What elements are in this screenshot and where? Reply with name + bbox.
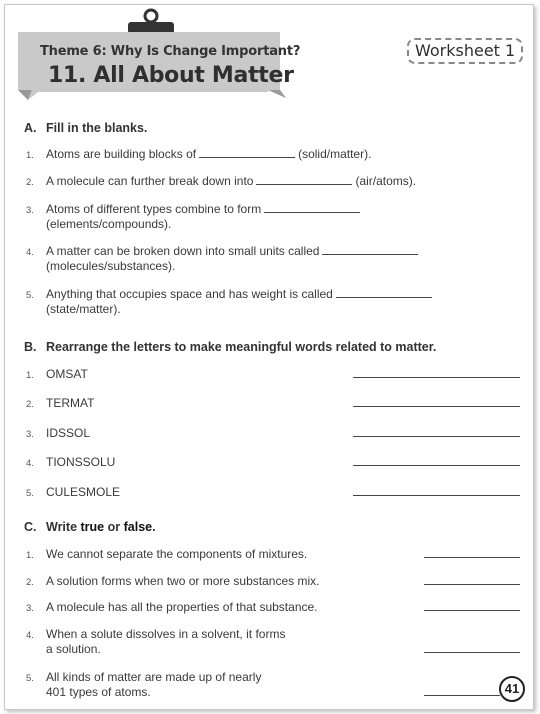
a1-number: 1. [26, 150, 34, 161]
a4-question [46, 244, 421, 274]
a1-question [46, 147, 371, 162]
a2-number: 2. [26, 177, 34, 188]
section-a-title: Fill in the blanks. [46, 121, 148, 135]
a3-answer-blank[interactable] [264, 202, 360, 213]
a5-options: (state/matter). [46, 302, 121, 316]
c4-answer-line[interactable] [424, 652, 520, 653]
c4-text-line1: When a solute dissolves in a solvent, it forms [46, 627, 286, 641]
b1-number: 1. [26, 370, 34, 381]
b4-answer-line[interactable] [353, 465, 520, 466]
c1-answer-line[interactable] [424, 557, 520, 558]
a4-options: (molecules/substances). [46, 259, 176, 273]
a3-question [46, 202, 363, 232]
a1-text: Atoms are building blocks of [46, 147, 197, 161]
b4-word: TIONSSOLU [46, 455, 116, 469]
c5-text-line1: All kinds of matter are made up of nearly [46, 670, 262, 684]
c3-number: 3. [26, 603, 34, 614]
b4-number: 4. [26, 458, 34, 469]
theme-heading: Theme 6: Why Is Change Important? [40, 44, 301, 59]
a3-text: Atoms of different types combine to form [46, 202, 262, 216]
a1-answer-blank[interactable] [199, 147, 295, 158]
b2-number: 2. [26, 399, 34, 410]
a4-answer-blank[interactable] [322, 244, 418, 255]
a2-text: A molecule can further break down into [46, 174, 254, 188]
section-c-write: Write [46, 520, 78, 534]
worksheet-label: Worksheet 1 [415, 41, 516, 60]
b1-answer-line[interactable] [353, 377, 520, 378]
b5-answer-line[interactable] [353, 495, 520, 496]
page-title: 11. All About Matter [48, 63, 294, 88]
b1-word: OMSAT [46, 367, 88, 381]
c5-statement [46, 670, 261, 700]
a5-question [46, 287, 435, 317]
c3-answer-line[interactable] [424, 610, 520, 611]
a5-text: Anything that occupies space and has weight is called [46, 287, 333, 301]
a2-question [46, 174, 416, 189]
section-c-letter: C. [24, 520, 37, 534]
a3-options: (elements/compounds). [46, 217, 172, 231]
a4-number: 4. [26, 247, 34, 258]
section-b-title: Rearrange the letters to make meaningful words related to matter. [46, 340, 437, 354]
c2-answer-line[interactable] [424, 584, 520, 585]
a5-answer-blank[interactable] [336, 287, 432, 298]
b2-answer-line[interactable] [353, 406, 520, 407]
a3-number: 3. [26, 205, 34, 216]
c4-statement [46, 627, 285, 657]
c5-number: 5. [26, 673, 34, 684]
b3-answer-line[interactable] [353, 436, 520, 437]
section-c-false: false [123, 520, 153, 534]
c3-statement: A molecule has all the properties of that substance. [46, 600, 318, 614]
a4-text: A matter can be broken down into small units called [46, 244, 320, 258]
section-c-period: . [152, 520, 156, 534]
c5-text-line2: 401 types of atoms. [46, 685, 151, 699]
section-b-letter: B. [24, 340, 37, 354]
a2-answer-blank[interactable] [256, 174, 352, 185]
c1-statement: We cannot separate the components of mixtures. [46, 547, 308, 561]
b5-number: 5. [26, 488, 34, 499]
a2-options: (air/atoms). [355, 174, 417, 188]
section-c-true: true [80, 520, 105, 534]
section-a-heading [24, 121, 147, 135]
section-a-letter: A. [24, 121, 37, 135]
c5-answer-line[interactable] [424, 695, 500, 696]
c2-number: 2. [26, 577, 34, 588]
section-c-or: or [107, 520, 121, 534]
c1-number: 1. [26, 550, 34, 561]
a1-options: (solid/matter). [298, 147, 372, 161]
b3-number: 3. [26, 429, 34, 440]
c2-statement: A solution forms when two or more substances mix. [46, 574, 320, 588]
b3-word: IDSSOL [46, 426, 91, 440]
section-c-heading [24, 520, 156, 534]
section-b-heading [24, 340, 436, 354]
page-number: 41 [499, 676, 525, 702]
b5-word: CULESMOLE [46, 485, 121, 499]
a5-number: 5. [26, 290, 34, 301]
c4-text-line2: a solution. [46, 642, 101, 656]
c4-number: 4. [26, 630, 34, 641]
b2-word: TERMAT [46, 396, 95, 410]
